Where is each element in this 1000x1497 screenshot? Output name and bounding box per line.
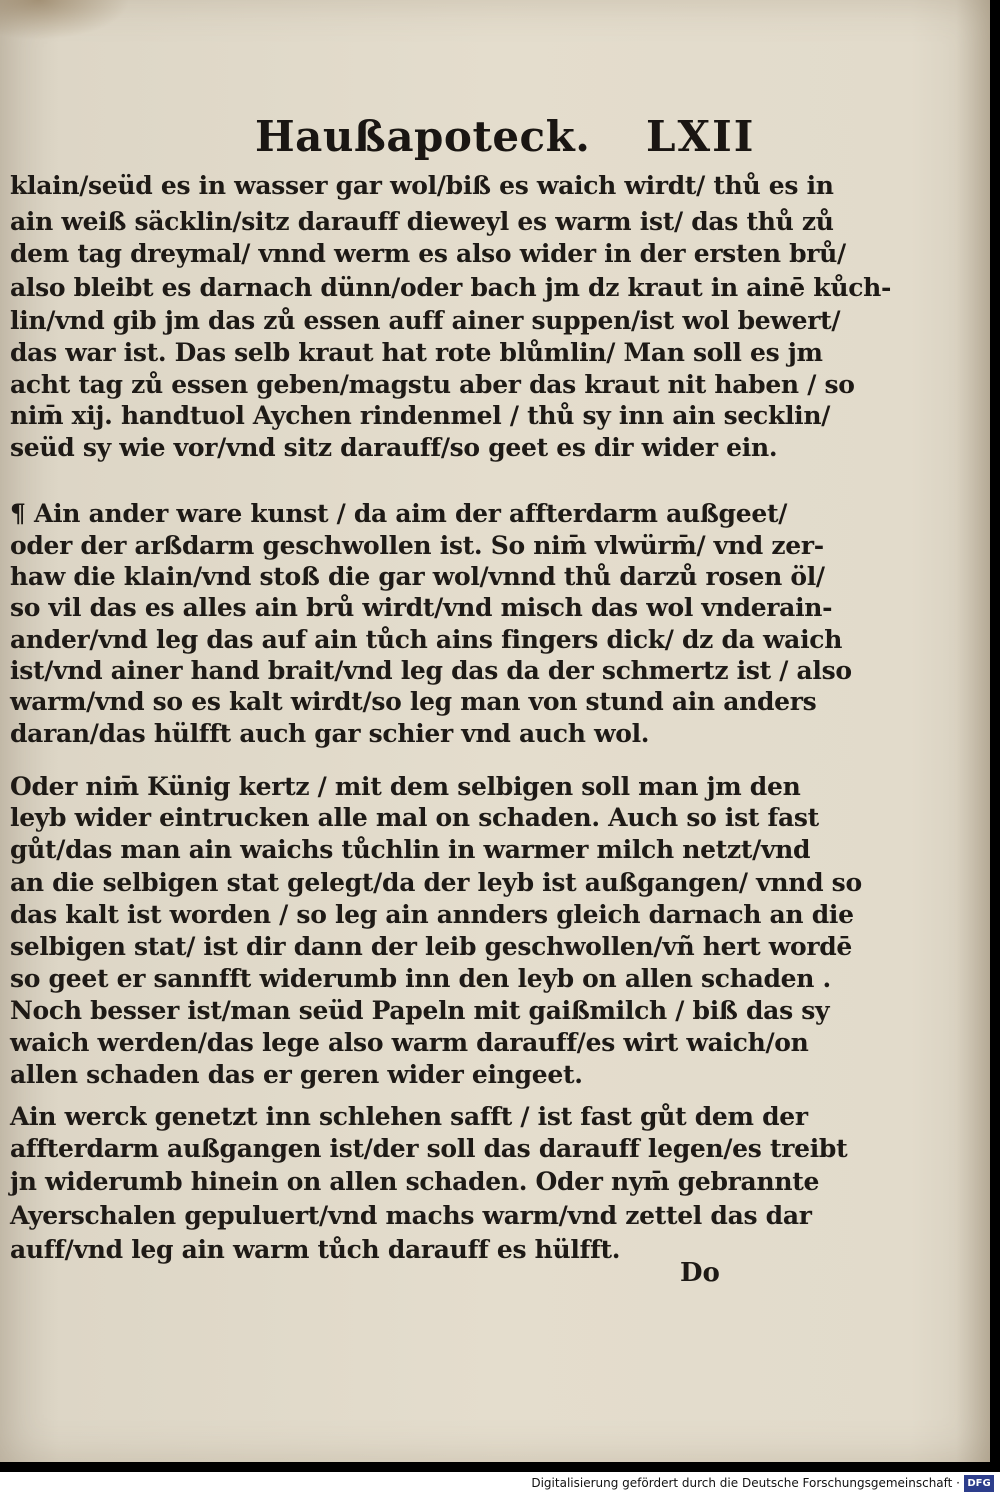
page-header <box>0 112 990 172</box>
page-stain <box>0 0 130 40</box>
text-line: acht tag zů essen geben/magstu aber das kraut nit haben / so <box>10 370 855 399</box>
text-line: daran/das hülfft auch gar schier vnd auch wol. <box>10 719 650 748</box>
text-line: waich werden/das lege also warm darauff/es wirt waich/on <box>10 1028 809 1057</box>
text-line: Ain werck genetzt inn schlehen safft / ist fast gůt dem der <box>10 1102 808 1131</box>
text-line: so geet er sannfft widerumb inn den leyb on allen schaden . <box>10 964 831 993</box>
text-line: das war ist. Das selb kraut hat rote blůmlin/ Man soll es jm <box>10 338 823 367</box>
page-edge-shadow <box>956 0 990 1462</box>
text-line: Ayerschalen gepuluert/vnd machs warm/vnd zettel das dar <box>10 1201 812 1230</box>
text-line: ain weiß säcklin/sitz darauff dieweyl es warm ist/ das thů zů <box>10 207 834 236</box>
text-line: so vil das es alles ain brů wirdt/vnd misch das wol vnderain- <box>10 593 833 622</box>
text-line: Noch besser ist/man seüd Papeln mit gaißmilch / biß das sy <box>10 996 830 1025</box>
text-line: an die selbigen stat gelegt/da der leyb ist außgangen/ vnnd so <box>10 868 862 897</box>
text-line: jn widerumb hinein on allen schaden. Oder nym̄ gebrannte <box>10 1167 820 1196</box>
text-line: ist/vnd ainer hand brait/vnd leg das da der schmertz ist / also <box>10 656 852 685</box>
text-line: affterdarm außgangen ist/der soll das darauff legen/es treibt <box>10 1134 848 1163</box>
text-line: ¶ Ain ander ware kunst / da aim der affterdarm außgeet/ <box>10 499 788 528</box>
text-line: ander/vnd leg das auf ain tůch ains fingers dick/ dz da waich <box>10 625 843 654</box>
funding-credit: Digitalisierung gefördert durch die Deutsche Forschungsgemeinschaft · <box>531 1476 960 1490</box>
folio-number: LXII <box>646 112 756 161</box>
text-line: nim̄ xij. handtuol Aychen rindenmel / thů sy inn ain secklin/ <box>10 401 831 430</box>
text-line: haw die klain/vnd stoß die gar wol/vnnd thů darzů rosen öl/ <box>10 562 825 591</box>
text-line: das kalt ist worden / so leg ain annders gleich darnach an die <box>10 900 854 929</box>
text-line: lin/vnd gib jm das zů essen auff ainer suppen/ist wol bewert/ <box>10 306 841 335</box>
text-line: seüd sy wie vor/vnd sitz darauff/so geet es dir wider ein. <box>10 433 778 462</box>
text-line: dem tag dreymal/ vnnd werm es also wider in der ersten brů/ <box>10 239 846 268</box>
text-line: auff/vnd leg ain warm tůch darauff es hülfft. <box>10 1235 621 1264</box>
text-line: leyb wider eintrucken alle mal on schaden. Auch so ist fast <box>10 803 819 832</box>
digitization-footer <box>0 1472 1000 1497</box>
text-line: Oder nim̄ Künig kertz / mit dem selbigen soll man jm den <box>10 772 801 801</box>
dfg-logo-icon: DFG <box>964 1475 994 1492</box>
text-line: selbigen stat/ ist dir dann der leib geschwollen/vñ hert wordē <box>10 932 853 961</box>
catchword: Do <box>680 1258 720 1288</box>
text-line: also bleibt es darnach dünn/oder bach jm dz kraut in ainē kůch- <box>10 273 892 302</box>
text-line: allen schaden das er geren wider eingeet. <box>10 1060 583 1089</box>
text-line: warm/vnd so es kalt wirdt/so leg man von stund ain anders <box>10 687 817 716</box>
text-line: oder der arßdarm geschwollen ist. So nim̄ vlwürm̄/ vnd zer- <box>10 531 824 560</box>
text-line: klain/seüd es in wasser gar wol/biß es waich wirdt/ thů es in <box>10 171 834 200</box>
text-line: gůt/das man ain waichs tůchlin in warmer milch netzt/vnd <box>10 835 811 864</box>
running-title: Haußapoteck. <box>255 112 591 161</box>
